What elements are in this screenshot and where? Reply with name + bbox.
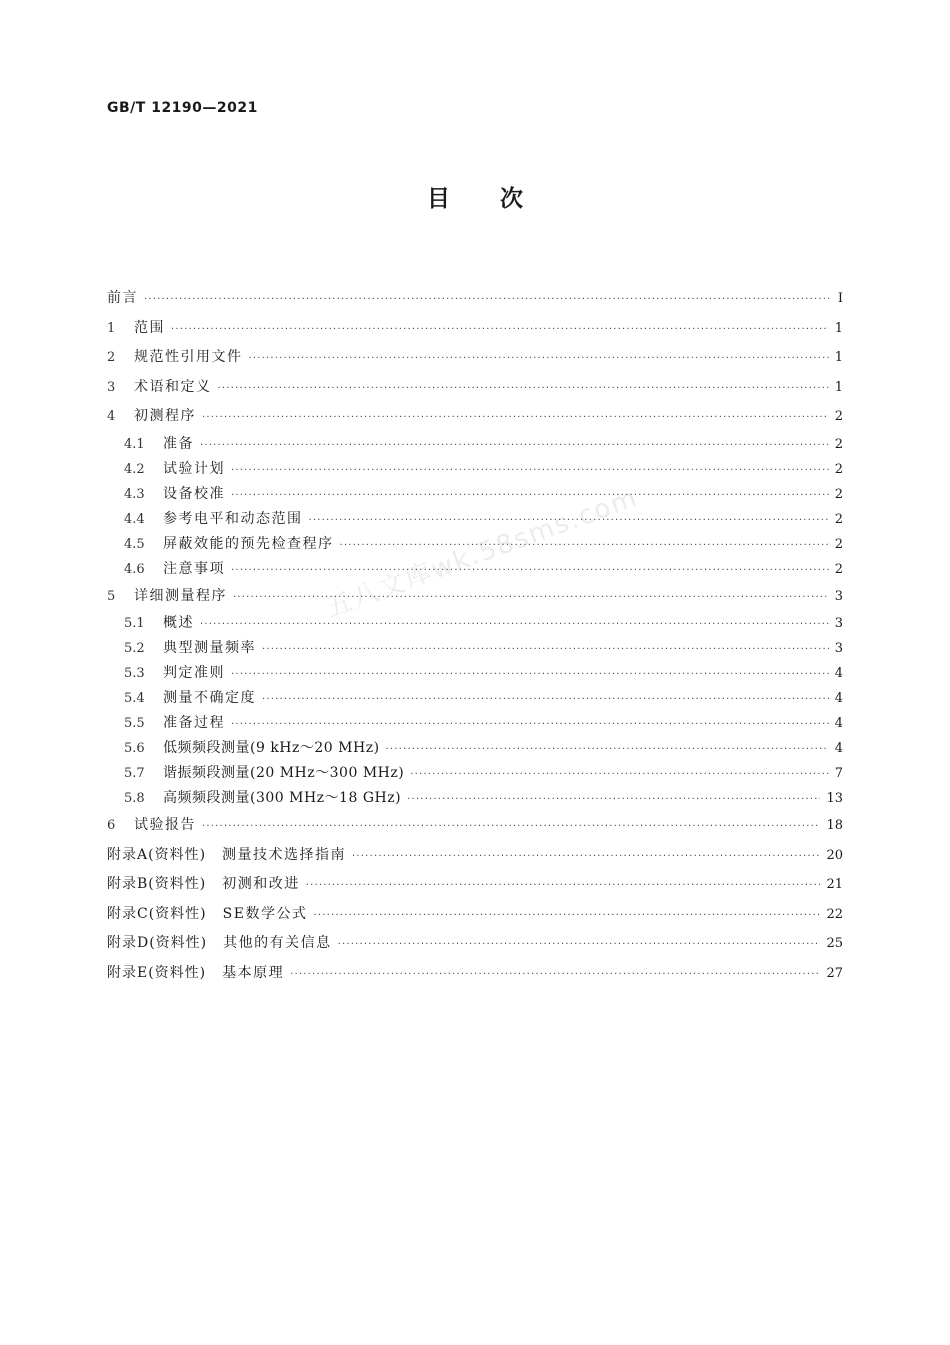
- toc-number: 5.7: [124, 766, 145, 781]
- appendix-label: 附录A(资料性): [107, 846, 207, 863]
- toc-label: 设备校准: [163, 485, 225, 502]
- toc-label: 典型测量频率: [163, 640, 256, 656]
- toc-entry-5-5[interactable]: [107, 711, 843, 736]
- toc-entry-5-1[interactable]: [107, 611, 843, 636]
- toc-page: 2: [834, 561, 843, 577]
- toc-page: 25: [826, 936, 843, 951]
- toc-number: 4.4: [124, 511, 145, 527]
- toc-entry-5[interactable]: [107, 582, 843, 612]
- toc-entry-5-3[interactable]: [107, 661, 843, 686]
- toc-page: 1: [834, 350, 843, 365]
- toc-number: 3: [107, 379, 116, 395]
- toc-number: 5.8: [124, 791, 145, 806]
- toc-label: 准备过程: [163, 715, 225, 731]
- appendix-title: 初测和改进: [222, 876, 300, 892]
- toc-label: 判定准则: [163, 665, 225, 681]
- watermark: 五八文库wk.58sms.com: [322, 482, 643, 624]
- leader-dots: [338, 930, 821, 960]
- leader-dots: [200, 612, 829, 637]
- toc-label: 规范性引用文件: [134, 349, 243, 365]
- toc-number: 4.3: [124, 486, 145, 502]
- toc-label: 试验报告: [134, 817, 196, 833]
- toc-number: 5.1: [124, 616, 145, 631]
- toc-page: 4: [834, 691, 843, 706]
- leader-dots: [144, 285, 829, 315]
- toc-page: 4: [834, 741, 843, 756]
- leader-dots: [231, 458, 829, 483]
- leader-dots: [231, 712, 829, 737]
- toc-page: 22: [826, 906, 843, 922]
- toc-label: 试验计划: [163, 460, 225, 477]
- toc-page: 7: [834, 766, 843, 781]
- toc-label: 前言: [107, 290, 138, 306]
- table-of-contents: [107, 284, 843, 988]
- leader-dots: [309, 508, 829, 533]
- toc-number: 5.6: [124, 741, 145, 756]
- toc-entry-4[interactable]: [107, 402, 843, 432]
- toc-page: 3: [834, 588, 843, 604]
- toc-entry-5-2[interactable]: [107, 636, 843, 661]
- toc-number: 4.5: [124, 536, 145, 552]
- leader-dots: [262, 687, 829, 712]
- appendix-title: 其他的有关信息: [223, 935, 332, 951]
- toc-number: 6: [107, 818, 116, 833]
- leader-dots: [231, 662, 829, 687]
- appendix-title: SE数学公式: [222, 905, 308, 922]
- leader-dots: [231, 558, 829, 583]
- title-char-1: 目: [427, 186, 450, 212]
- toc-entry-4-5[interactable]: [107, 532, 843, 557]
- appendix-label: 附录E(资料性): [107, 964, 207, 981]
- toc-entry-foreword[interactable]: [107, 284, 843, 314]
- page-title: [0, 180, 950, 213]
- leader-dots: [290, 960, 820, 990]
- toc-page: 2: [834, 461, 843, 477]
- toc-entry-1[interactable]: [107, 314, 843, 344]
- leader-dots: [262, 637, 829, 662]
- leader-dots: [340, 533, 829, 558]
- toc-label: 测量不确定度: [163, 690, 256, 706]
- toc-entry-5-7[interactable]: [107, 761, 843, 786]
- toc-entry-5-8[interactable]: [107, 786, 843, 811]
- toc-entry-appendix-a[interactable]: [107, 841, 843, 871]
- leader-dots: [407, 787, 820, 812]
- toc-entry-appendix-e[interactable]: [107, 959, 843, 989]
- toc-page: 2: [834, 486, 843, 502]
- toc-entry-4-4[interactable]: [107, 507, 843, 532]
- toc-page: 18: [826, 818, 843, 833]
- toc-number: 5.4: [124, 691, 145, 706]
- toc-page: 20: [826, 847, 843, 863]
- toc-number: 1: [107, 320, 116, 336]
- toc-page: 3: [834, 641, 843, 656]
- toc-page: 2: [834, 436, 843, 452]
- leader-dots: [313, 901, 820, 931]
- leader-dots: [218, 374, 829, 404]
- leader-dots: [202, 812, 820, 842]
- toc-entry-5-4[interactable]: [107, 686, 843, 711]
- toc-entry-6[interactable]: [107, 811, 843, 841]
- toc-entry-4-6[interactable]: [107, 557, 843, 582]
- toc-entry-4-1[interactable]: [107, 432, 843, 457]
- toc-page: 4: [834, 666, 843, 681]
- toc-entry-appendix-b[interactable]: [107, 870, 843, 900]
- toc-label: 概述: [163, 615, 194, 631]
- appendix-label: 附录C(资料性): [107, 905, 207, 922]
- toc-entry-appendix-c[interactable]: [107, 900, 843, 930]
- toc-page: 2: [834, 511, 843, 527]
- toc-page: 3: [834, 616, 843, 631]
- toc-number: 4.6: [124, 561, 145, 577]
- leader-dots: [410, 762, 829, 787]
- toc-entry-3[interactable]: [107, 373, 843, 403]
- toc-label: 范围: [134, 319, 165, 336]
- toc-label: 屏蔽效能的预先检查程序: [163, 535, 334, 552]
- toc-page: 1: [834, 320, 843, 336]
- toc-label: 高频频段测量(300 MHz～18 GHz): [163, 790, 402, 806]
- toc-number: 4.2: [124, 461, 145, 477]
- toc-number: 5.2: [124, 641, 145, 656]
- toc-label: 准备: [163, 435, 194, 452]
- appendix-label: 附录D(资料性): [107, 935, 208, 951]
- leader-dots: [306, 871, 821, 901]
- leader-dots: [231, 483, 829, 508]
- toc-number: 5.5: [124, 716, 145, 731]
- appendix-title: 测量技术选择指南: [222, 846, 347, 863]
- toc-page: Ⅰ: [837, 291, 843, 306]
- toc-entry-2[interactable]: [107, 343, 843, 373]
- toc-page: 2: [834, 536, 843, 552]
- toc-number: 4.1: [124, 436, 145, 452]
- appendix-label: 附录B(资料性): [107, 876, 207, 892]
- toc-entry-4-3[interactable]: [107, 482, 843, 507]
- toc-label: 谐振频段测量(20 MHz～300 MHz): [163, 765, 405, 781]
- toc-page: 21: [826, 877, 843, 892]
- toc-number: 5.3: [124, 666, 145, 681]
- leader-dots: [352, 842, 820, 872]
- toc-page: 4: [834, 716, 843, 731]
- toc-entry-appendix-d[interactable]: [107, 929, 843, 959]
- toc-label: 低频频段测量(9 kHz～20 MHz): [163, 740, 380, 756]
- toc-page: 1: [834, 379, 843, 395]
- toc-number: 5: [107, 588, 116, 604]
- toc-number: 2: [107, 350, 116, 365]
- leader-dots: [249, 344, 829, 374]
- leader-dots: [202, 403, 829, 433]
- leader-dots: [171, 315, 829, 345]
- toc-page: 13: [826, 791, 843, 806]
- toc-label: 术语和定义: [134, 378, 212, 395]
- toc-label: 参考电平和动态范围: [163, 510, 303, 527]
- toc-page: 27: [826, 965, 843, 981]
- leader-dots: [386, 737, 829, 762]
- leader-dots: [200, 433, 829, 458]
- toc-label: 详细测量程序: [134, 587, 227, 604]
- toc-number: 4: [107, 409, 116, 424]
- toc-entry-4-2[interactable]: [107, 457, 843, 482]
- appendix-title: 基本原理: [222, 964, 285, 981]
- toc-label: 注意事项: [163, 560, 225, 577]
- standard-code: GB/T 12190—2021: [107, 100, 258, 116]
- toc-label: 初测程序: [134, 408, 196, 424]
- title-char-2: 次: [500, 186, 523, 212]
- toc-page: 2: [834, 409, 843, 424]
- leader-dots: [233, 583, 829, 613]
- toc-entry-5-6[interactable]: [107, 736, 843, 761]
